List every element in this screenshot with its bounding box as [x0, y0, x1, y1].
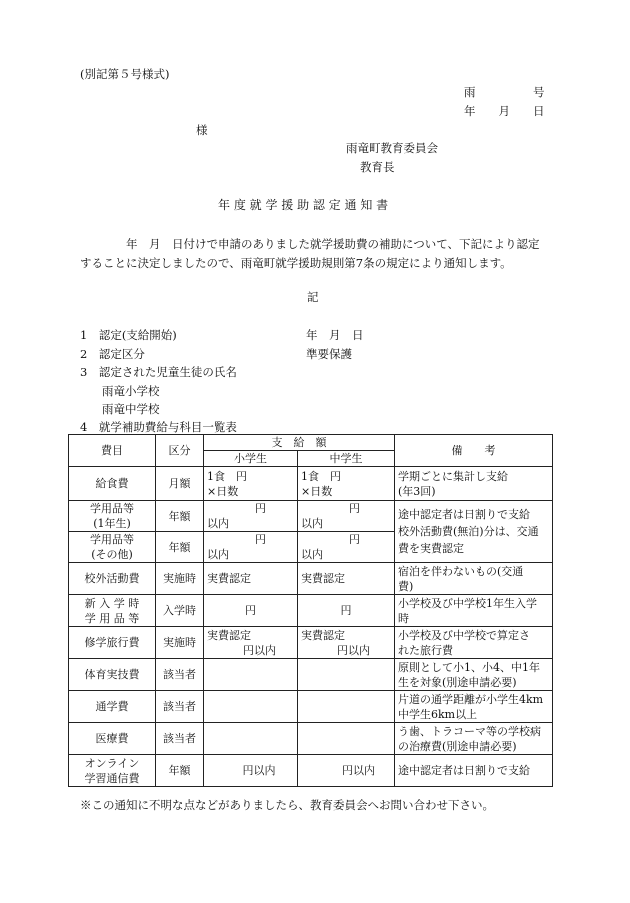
issuer-org: 雨竜町教育委員会	[346, 141, 438, 155]
header-payment: 支 給 額	[204, 435, 395, 451]
header-junior-high: 中学生	[298, 451, 395, 467]
body-line-1: 年 月 日付けで申請のありました就学援助費の補助について、下記により認定	[126, 237, 540, 251]
header-item: 費目	[69, 435, 156, 467]
table-row: 学用品等 (その他) 年額 円 以内 円 以内	[69, 532, 553, 563]
header-notes: 備 考	[395, 435, 553, 467]
table-row: 学用品等 (1年生) 年額 円 以内 円 以内 途中認定者は日割りで支給 校外活動費(無泊)分は、交通 費を実費認定	[69, 501, 553, 532]
table-row: 修学旅行費 実施時 実費認定 円以内 実費認定 円以内 小学校及び中学校で算定さ れた旅行費	[69, 627, 553, 659]
item-4-label: 4 就学補助費給与科目一覧表	[80, 420, 237, 434]
table-row: 新 入 学 時 学 用 品 等 入学時 円 円 小学校及び中学校1年生入学 時	[69, 595, 553, 627]
table-row: 給食費 月額 1食 円 ×日数 1食 円 ×日数 学期ごとに集計し支給 (年3回)	[69, 467, 553, 501]
school-1: 雨竜小学校	[102, 384, 160, 398]
body-line-2: することに決定しましたので、雨竜町就学援助規則第7条の規定により通知します。	[80, 256, 512, 270]
item-1-value: 年 月 日	[306, 328, 364, 342]
document-date: 年 月 日	[464, 104, 545, 118]
header-division: 区分	[156, 435, 204, 467]
footer-note: ※この通知に不明な点などがありましたら、教育委員会へお問い合わせ下さい。	[80, 798, 494, 812]
school-2: 雨竜中学校	[102, 402, 160, 416]
issuer-title: 教育長	[360, 160, 395, 174]
table-row: オンライン 学習通信費 年額 円以内 円以内 途中認定者は日割りで支給	[69, 755, 553, 787]
item-1-label: 1 認定(支給開始)	[80, 328, 177, 342]
addressee-suffix: 様	[196, 123, 208, 137]
subsidy-table	[68, 434, 553, 787]
item-3-label: 3 認定された児童生徒の氏名	[80, 365, 237, 379]
header-elementary: 小学生	[204, 451, 298, 467]
table-row: 医療費 該当者 う歯、トラコーマ等の学校病 の治療費(別途申請必要)	[69, 723, 553, 755]
item-2-value: 準要保護	[306, 347, 352, 361]
item-2-label: 2 認定区分	[80, 347, 145, 361]
document-title: 年 度 就 学 援 助 認 定 通 知 書	[218, 198, 389, 212]
table-row: 校外活動費 実施時 実費認定 実費認定 宿泊を伴わないもの(交通 費)	[69, 563, 553, 595]
document-number: 雨 号	[464, 85, 545, 99]
table-row: 通学費 該当者 片道の通学距離が小学生4km 中学生6km以上	[69, 691, 553, 723]
ki-heading: 記	[307, 290, 319, 304]
table-row: 体育実技費 該当者 原則として小1、小4、中1年 生を対象(別途申請必要)	[69, 659, 553, 691]
form-label: (別記第５号様式)	[80, 67, 170, 81]
